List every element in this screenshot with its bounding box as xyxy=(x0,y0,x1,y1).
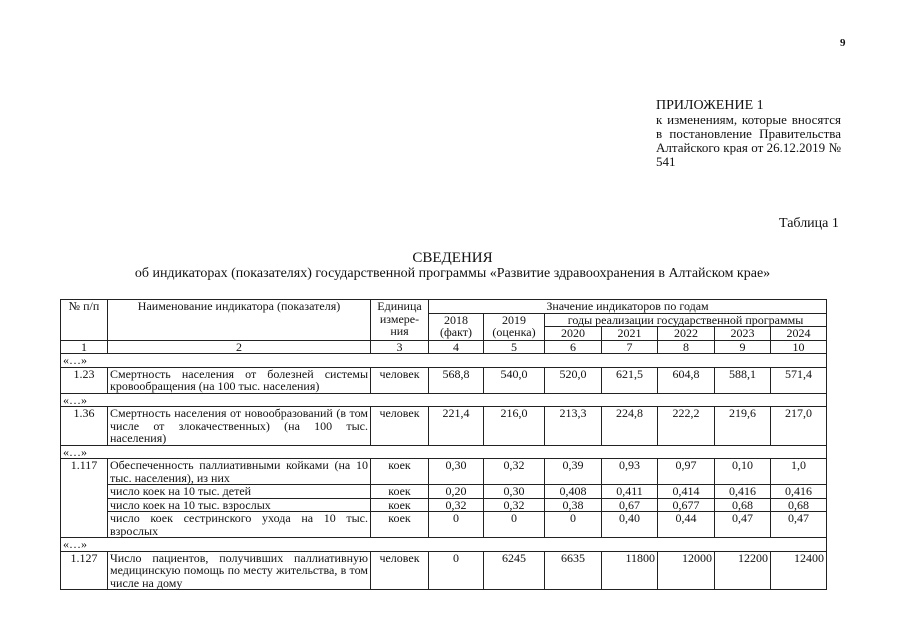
row-unit: коек xyxy=(371,498,429,512)
row-value: 0 xyxy=(429,512,484,538)
column-number: 1 xyxy=(61,340,108,354)
document-subtitle: об индикаторах (показателях) государственной программы «Развитие здравоохранения в Алтайском крае» xyxy=(134,266,771,281)
row-num: 1.127 xyxy=(61,551,108,590)
row-value: 216,0 xyxy=(484,407,545,446)
row-unit: человек xyxy=(371,407,429,446)
ellipsis-row xyxy=(61,393,827,407)
row-value: 0,40 xyxy=(602,512,658,538)
table-label: Таблица 1 xyxy=(779,216,839,231)
row-name: Смертность населения от болезней системы кровообращения (на 100 тыс. населения) xyxy=(108,367,371,393)
column-number: 4 xyxy=(429,340,484,354)
row-name: Обеспеченность паллиативными койками (на 10 тыс. населения), из них xyxy=(108,459,371,485)
header-2018: 2018 (факт) xyxy=(429,313,484,340)
row-unit: коек xyxy=(371,485,429,499)
row-value: 568,8 xyxy=(429,367,484,393)
row-value: 0,68 xyxy=(771,498,827,512)
row-value: 0 xyxy=(545,512,602,538)
row-value: 0,47 xyxy=(771,512,827,538)
table-row xyxy=(61,459,827,485)
row-value: 0,677 xyxy=(658,498,715,512)
row-value: 213,3 xyxy=(545,407,602,446)
ellipsis-row xyxy=(61,445,827,459)
page-number: 9 xyxy=(840,37,846,49)
column-number: 7 xyxy=(602,340,658,354)
column-number: 8 xyxy=(658,340,715,354)
row-value: 0,67 xyxy=(602,498,658,512)
header-year: 2023 xyxy=(715,327,771,341)
appendix-heading: ПРИЛОЖЕНИЕ 1 xyxy=(656,98,764,113)
table-row xyxy=(61,367,827,393)
row-num: 1.36 xyxy=(61,407,108,446)
row-value: 0,97 xyxy=(658,459,715,485)
row-value: 1,0 xyxy=(771,459,827,485)
row-value: 520,0 xyxy=(545,367,602,393)
table-row xyxy=(61,485,827,499)
row-value: 222,2 xyxy=(658,407,715,446)
header-year: 2021 xyxy=(602,327,658,341)
row-unit: человек xyxy=(371,551,429,590)
row-value: 224,8 xyxy=(602,407,658,446)
row-value: 0,10 xyxy=(715,459,771,485)
row-value: 0,20 xyxy=(429,485,484,499)
row-value: 12200 xyxy=(715,551,771,590)
row-value: 588,1 xyxy=(715,367,771,393)
appendix-block xyxy=(656,99,841,169)
appendix-text: к изменениям, которые вносятся в постановление Правительства Алтайского края от 26.12.2019 № 541 xyxy=(656,112,841,169)
row-value: 0,38 xyxy=(545,498,602,512)
row-value: 0,30 xyxy=(484,485,545,499)
row-value: 0,39 xyxy=(545,459,602,485)
row-value: 0,32 xyxy=(484,459,545,485)
row-value: 0,414 xyxy=(658,485,715,499)
row-value: 0,416 xyxy=(771,485,827,499)
header-name: Наименование индикатора (показателя) xyxy=(108,300,371,341)
column-number: 5 xyxy=(484,340,545,354)
row-unit: коек xyxy=(371,459,429,485)
column-number: 9 xyxy=(715,340,771,354)
row-num: 1.23 xyxy=(61,367,108,393)
row-value: 0,411 xyxy=(602,485,658,499)
row-name: число коек сестринского ухода на 10 тыс. взрослых xyxy=(108,512,371,538)
column-number-row xyxy=(61,340,827,354)
row-value: 0,68 xyxy=(715,498,771,512)
row-value: 0,408 xyxy=(545,485,602,499)
row-num: 1.117 xyxy=(61,459,108,538)
row-name: число коек на 10 тыс. взрослых xyxy=(108,498,371,512)
column-number: 6 xyxy=(545,340,602,354)
header-period: годы реализации государственной программы xyxy=(545,313,827,327)
header-num: № п/п xyxy=(61,300,108,341)
row-name: Смертность населения от новообразований (в том числе от злокачественных) (на 100 тыс. населения) xyxy=(108,407,371,446)
header-values-group: Значение индикаторов по годам xyxy=(429,300,827,314)
row-value: 0 xyxy=(429,551,484,590)
ellipsis-row xyxy=(61,538,827,552)
row-name: число коек на 10 тыс. детей xyxy=(108,485,371,499)
document-title: СВЕДЕНИЯ xyxy=(412,250,493,266)
row-value: 12000 xyxy=(658,551,715,590)
header-unit: Единица измере-ния xyxy=(371,300,429,341)
row-value: 12400 xyxy=(771,551,827,590)
row-value: 0 xyxy=(484,512,545,538)
row-value: 0,93 xyxy=(602,459,658,485)
header-year: 2022 xyxy=(658,327,715,341)
row-value: 0,32 xyxy=(429,498,484,512)
table-row xyxy=(61,407,827,446)
row-value: 221,4 xyxy=(429,407,484,446)
row-value: 0,416 xyxy=(715,485,771,499)
table-row xyxy=(61,512,827,538)
ellipsis-cell: «…» xyxy=(61,445,827,459)
row-value: 11800 xyxy=(602,551,658,590)
row-unit: коек xyxy=(371,512,429,538)
row-value: 217,0 xyxy=(771,407,827,446)
row-unit: человек xyxy=(371,367,429,393)
header-row-1 xyxy=(61,300,827,314)
row-name: Число пациентов, получивших паллиативную медицинскую помощь по месту жительства, в том числе на дому xyxy=(108,551,371,590)
header-year: 2024 xyxy=(771,327,827,341)
ellipsis-row xyxy=(61,354,827,368)
row-value: 219,6 xyxy=(715,407,771,446)
table-row xyxy=(61,498,827,512)
row-value: 0,44 xyxy=(658,512,715,538)
header-2019: 2019 (оценка) xyxy=(484,313,545,340)
column-number: 2 xyxy=(108,340,371,354)
row-value: 0,30 xyxy=(429,459,484,485)
column-number: 10 xyxy=(771,340,827,354)
row-value: 0,47 xyxy=(715,512,771,538)
row-value: 540,0 xyxy=(484,367,545,393)
ellipsis-cell: «…» xyxy=(61,538,827,552)
column-number: 3 xyxy=(371,340,429,354)
header-year: 2020 xyxy=(545,327,602,341)
row-value: 0,32 xyxy=(484,498,545,512)
ellipsis-cell: «…» xyxy=(61,393,827,407)
row-value: 6245 xyxy=(484,551,545,590)
ellipsis-cell: «…» xyxy=(61,354,827,368)
row-value: 6635 xyxy=(545,551,602,590)
row-value: 621,5 xyxy=(602,367,658,393)
row-value: 604,8 xyxy=(658,367,715,393)
indicators-table xyxy=(60,299,827,590)
row-value: 571,4 xyxy=(771,367,827,393)
table-row xyxy=(61,551,827,590)
